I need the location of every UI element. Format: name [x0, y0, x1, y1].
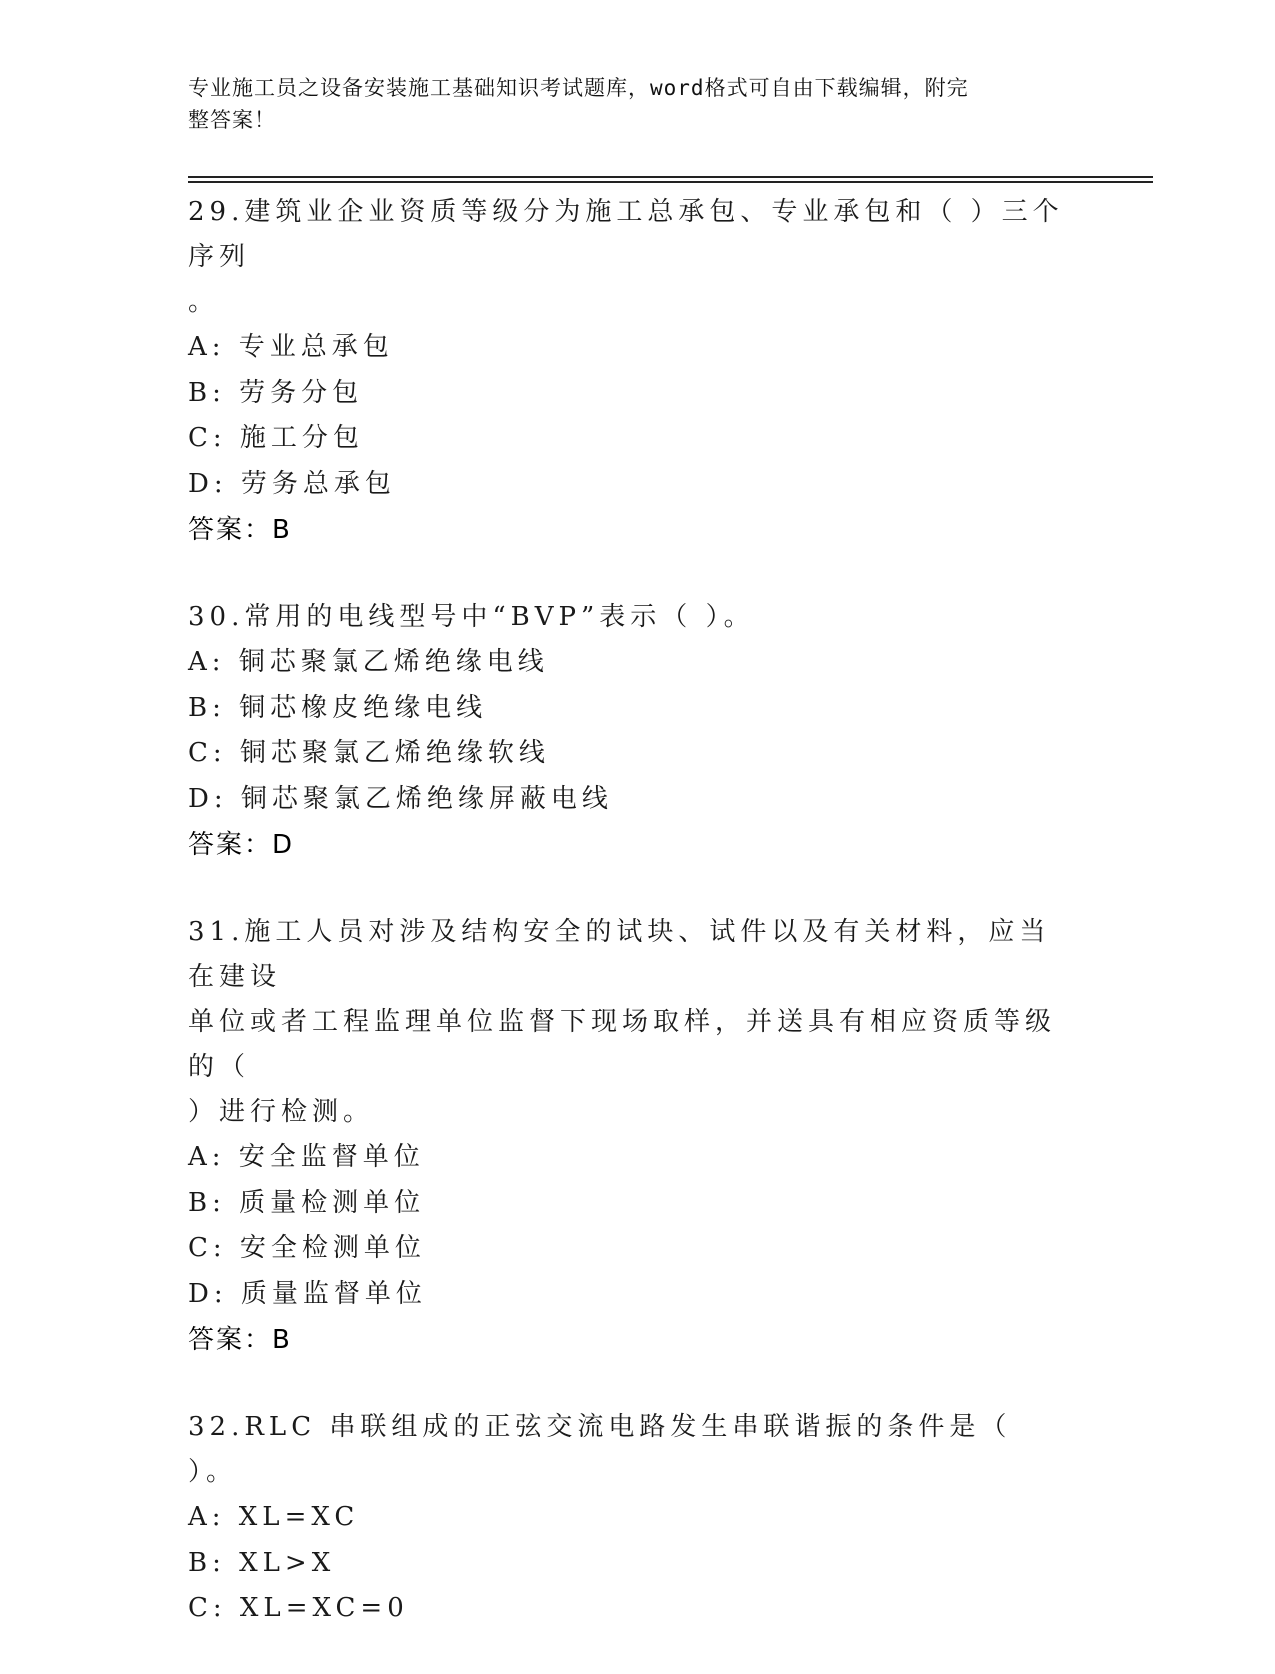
document-header: [188, 72, 1068, 136]
answer: 答案：B: [188, 515, 292, 545]
question-stem: 32.RLC 串联组成的正弦交流电路发生串联谐振的条件是（ ）。: [188, 1412, 1012, 1487]
option-c: C: XL=XC=0: [188, 1593, 409, 1623]
option-a: A: 安全监督单位: [188, 1142, 425, 1172]
option-a: A: XL=XC: [188, 1502, 360, 1532]
option-b: B: 铜芯橡皮绝缘电线: [188, 692, 488, 723]
question-stem: 30.常用的电线型号中“BVP”表示（ ）。: [188, 602, 755, 632]
option-d: D: 劳务总承包: [188, 468, 396, 499]
option-d: D: 质量监督单位: [188, 1278, 427, 1309]
header-line-2: 整答案！: [188, 108, 276, 132]
header-divider-top: [188, 176, 1153, 178]
question-list: [188, 190, 1068, 1674]
option-a: A: 专业总承包: [188, 332, 394, 362]
question-31: [188, 910, 1068, 1363]
option-c: C: 铜芯聚氯乙烯绝缘软线: [188, 738, 550, 768]
option-c: C: 安全检测单位: [188, 1233, 426, 1263]
question-32: [188, 1405, 1068, 1632]
question-stem-continued: ）进行检测。: [188, 1097, 375, 1127]
question-29: [188, 190, 1068, 553]
question-stem: 29.建筑业企业资质等级分为施工总承包、专业承包和（ ）三个序列: [188, 197, 1064, 272]
option-b: B: 劳务分包: [188, 377, 364, 408]
answer: 答案：D: [188, 830, 295, 860]
option-a: A: 铜芯聚氯乙烯绝缘电线: [188, 647, 549, 677]
question-30: [188, 595, 1068, 868]
option-b: B: XL>X: [188, 1547, 336, 1578]
question-stem-continued: 。: [188, 287, 220, 317]
option-b: B: 质量检测单位: [188, 1187, 426, 1218]
answer: 答案：B: [188, 1325, 292, 1355]
option-c: C: 施工分包: [188, 423, 364, 453]
question-stem: 31.施工人员对涉及结构安全的试块、试件以及有关材料，应当在建设: [188, 917, 1051, 992]
question-stem-continued: 单位或者工程监理单位监督下现场取样，并送具有相应资质等级的（: [188, 1007, 1057, 1082]
header-line-1: 专业施工员之设备安装施工基础知识考试题库，word格式可自由下载编辑，附完: [188, 76, 969, 100]
header-divider-bottom: [188, 181, 1153, 183]
option-d: D: 铜芯聚氯乙烯绝缘屏蔽电线: [188, 783, 613, 814]
